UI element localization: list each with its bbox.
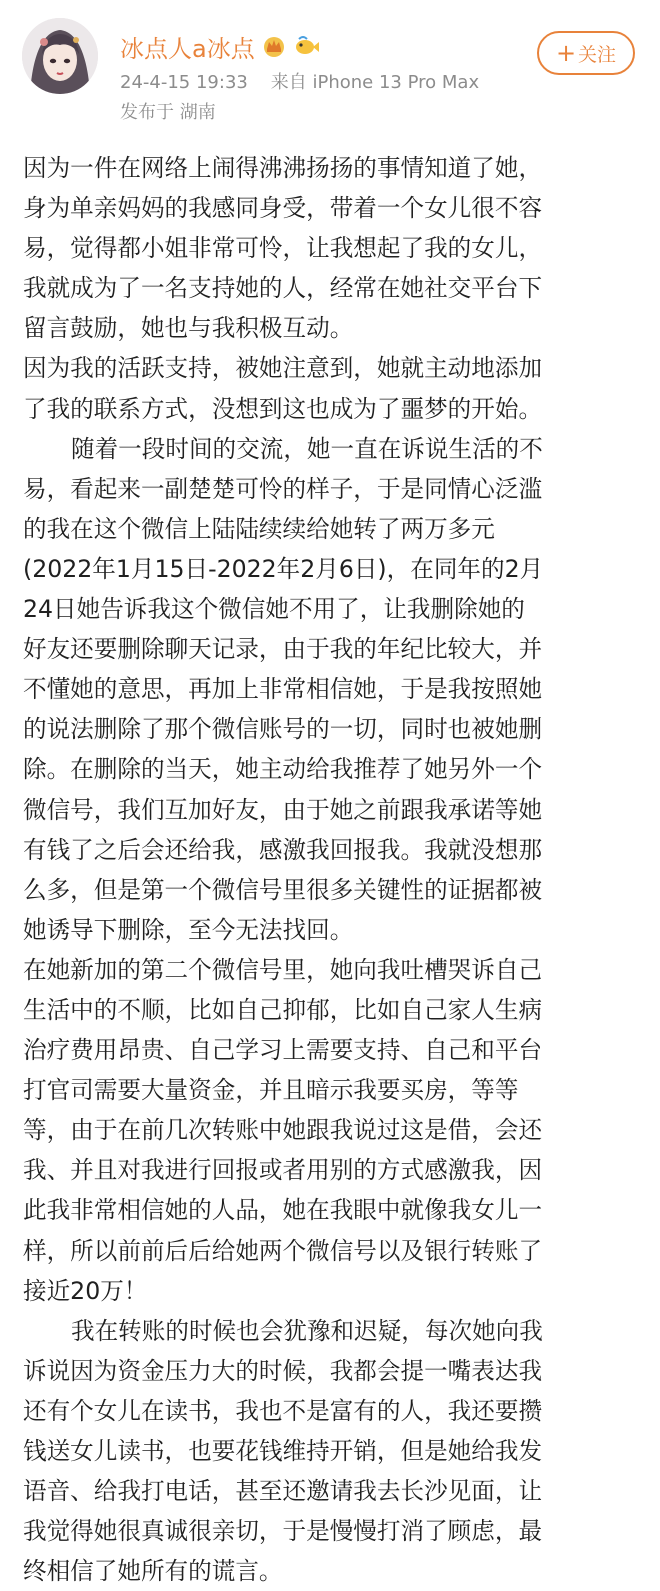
post-body-line: 样，所以前前后后给她两个微信号以及银行转账了 bbox=[23, 1236, 543, 1265]
post-body-line: 的我在这个微信上陆陆续续给她转了两万多元 bbox=[23, 514, 495, 543]
post-body-line: 她诱导下删除，至今无法找回。 bbox=[23, 915, 354, 944]
post-body-line: 生活中的不顺，比如自己抑郁，比如自己家人生病 bbox=[23, 995, 543, 1024]
post-body-line: 在她新加的第二个微信号里，她向我吐槽哭诉自己 bbox=[23, 955, 543, 984]
post-body-line: 的说法删除了那个微信账号的一切，同时也被她删 bbox=[23, 715, 543, 744]
post-body-line: 不懂她的意思，再加上非常相信她，于是我按照她 bbox=[23, 675, 543, 704]
post-body-line: 等，由于在前几次转账中她跟我说过这是借，会还 bbox=[23, 1116, 543, 1145]
post-body-line: 打官司需要大量资金，并且暗示我要买房，等等 bbox=[23, 1076, 519, 1105]
post-source: 来自 iPhone 13 Pro Max bbox=[270, 72, 480, 93]
post-body-line: 24日她告诉我这个微信她不用了，让我删除她的 bbox=[23, 595, 525, 624]
post-body-text bbox=[23, 148, 643, 1591]
author-name[interactable]: 冰点人a冰点 bbox=[120, 34, 255, 63]
post-body-line: 微信号，我们互加好友，由于她之前跟我承诺等她 bbox=[23, 795, 543, 824]
post-body-line: 易，看起来一副楚楚可怜的样子，于是同情心泛滥 bbox=[23, 474, 543, 503]
post-body-line: 除。在删除的当天，她主动给我推荐了她另外一个 bbox=[23, 755, 543, 784]
post-body-line: 留言鼓励，她也与我积极互动。 bbox=[23, 314, 354, 343]
post-body-line: 语音、给我打电话，甚至还邀请我去长沙见面，让 bbox=[23, 1477, 543, 1506]
post-body-line: 还有个女儿在读书，我也不是富有的人，我还要攒 bbox=[23, 1396, 543, 1425]
follow-button-label: 关注 bbox=[578, 43, 617, 66]
post-body-line: 易，觉得都小姐非常可怜，让我想起了我的女儿， bbox=[23, 234, 543, 263]
post-body-line: 我觉得她很真诚很亲切，于是慢慢打消了顾虑，最 bbox=[23, 1517, 543, 1546]
post-body-line: 治疗费用昂贵、自己学习上需要支持、自己和平台 bbox=[23, 1036, 543, 1065]
fish-badge-icon bbox=[293, 33, 319, 59]
crown-badge-icon bbox=[261, 33, 287, 59]
post-timestamp: 24-4-15 19:33 bbox=[120, 72, 248, 93]
post-body-line: 因为一件在网络上闹得沸沸扬扬的事情知道了她， bbox=[23, 154, 543, 182]
post-body-line: 诉说因为资金压力大的时候，我都会提一嘴表达我 bbox=[23, 1356, 543, 1385]
post-body-line: 好友还要删除聊天记录，由于我的年纪比较大，并 bbox=[23, 635, 543, 664]
post-header bbox=[0, 0, 660, 140]
post-body-line: 我在转账的时候也会犹豫和迟疑，每次她向我 bbox=[71, 1316, 543, 1345]
post-body-line: 么多，但是第一个微信号里很多关键性的证据都被 bbox=[23, 875, 543, 904]
post-body-line: 终相信了她所有的谎言。 bbox=[23, 1557, 283, 1586]
post-body-line: 接近20万！ bbox=[23, 1276, 148, 1305]
avatar-illustration-icon bbox=[22, 18, 98, 94]
post-body-line: 随着一段时间的交流，她一直在诉说生活的不 bbox=[71, 434, 543, 463]
post-location: 发布于 湖南 bbox=[120, 102, 216, 123]
post-body-line: 了我的联系方式，没想到这也成为了噩梦的开始。 bbox=[23, 394, 543, 423]
post-body-line: 有钱了之后会还给我，感激我回报我。我就没想那 bbox=[23, 835, 543, 864]
follow-button[interactable] bbox=[537, 31, 635, 75]
post-meta-line bbox=[120, 68, 479, 94]
post-body-line: 身为单亲妈妈的我感同身受，带着一个女儿很不容 bbox=[23, 194, 543, 223]
post-body-line: 我、并且对我进行回报或者用别的方式感激我，因 bbox=[23, 1156, 543, 1185]
post-body-line: (2022年1月15日-2022年2月6日)，在同年的2月 bbox=[23, 554, 544, 583]
author-name-row bbox=[120, 28, 319, 64]
author-avatar[interactable] bbox=[22, 18, 98, 94]
post-body-line: 我就成为了一名支持她的人，经常在她社交平台下 bbox=[23, 274, 543, 303]
post-body-line: 因为我的活跃支持，被她注意到，她就主动地添加 bbox=[23, 354, 543, 383]
post-body-line: 钱送女儿读书，也要花钱维持开销，但是她给我发 bbox=[23, 1437, 543, 1465]
post-body-line: 此我非常相信她的人品，她在我眼中就像我女儿一 bbox=[23, 1196, 543, 1225]
plus-icon: + bbox=[555, 39, 577, 67]
